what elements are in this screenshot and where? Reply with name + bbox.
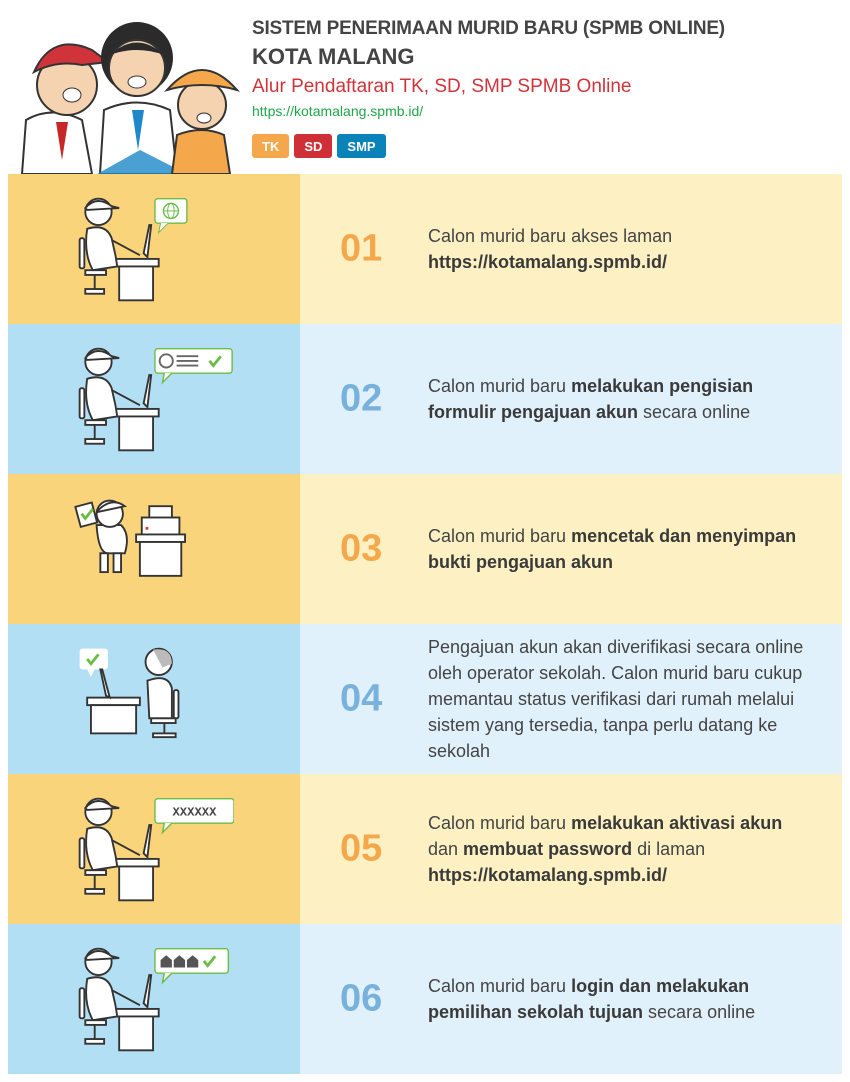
step-content: [300, 924, 842, 1074]
step-row-05: [8, 774, 842, 924]
step-text-segment: login dan melakukan pemilihan sekolah tujuan: [428, 976, 750, 1022]
step-row-02: [8, 324, 842, 474]
step-illustration: [74, 192, 234, 307]
step-row-01: [8, 174, 842, 324]
site-url-link[interactable]: https://kotamalang.spmb.id/: [252, 103, 424, 119]
password-mask: XXXXXX: [172, 805, 217, 820]
step-content: [300, 174, 842, 324]
printer-icon: [136, 506, 185, 576]
step-text-segment: https://kotamalang.spmb.id/: [428, 252, 668, 272]
step-text-segment: secara online: [643, 1002, 756, 1022]
step-text-segment: secara online: [638, 402, 751, 422]
step-illustration-panel: [8, 174, 300, 324]
step-content: [300, 324, 842, 474]
city-title: KOTA MALANG: [252, 44, 415, 69]
step-description: [428, 810, 812, 888]
step-row-03: [8, 474, 842, 624]
step-text-segment: dan: [428, 839, 464, 859]
registration-steps: [8, 174, 842, 1074]
system-title: SISTEM PENERIMAAN MURID BARU (SPMB ONLINE): [252, 18, 725, 39]
step-text-segment: Calon murid baru: [428, 526, 572, 546]
header: [0, 0, 850, 174]
page-subtitle: Alur Pendaftaran TK, SD, SMP SPMB Online: [252, 76, 632, 97]
step-number: 02: [340, 377, 383, 420]
step-illustration-panel: [8, 774, 300, 924]
student-mascots-illustration: [12, 10, 242, 174]
step-description: [428, 973, 812, 1025]
step-text-segment: mencetak dan menyimpan bukti pengajuan akun: [428, 526, 797, 572]
step-text-segment: Calon murid baru akses laman: [428, 226, 673, 246]
step-description: [428, 223, 812, 275]
step-description: [428, 634, 812, 764]
step-text-segment: Calon murid baru: [428, 376, 572, 396]
step-text-segment: melakukan aktivasi akun: [571, 813, 783, 833]
step-content: [300, 774, 842, 924]
step-text-segment: Calon murid baru: [428, 813, 572, 833]
step-illustration: [74, 342, 234, 457]
step-illustration-panel: [8, 324, 300, 474]
step-description: [428, 523, 812, 575]
step-content: [300, 474, 842, 624]
step-illustration: [74, 942, 234, 1057]
step-illustration: [74, 792, 234, 907]
step-number: 01: [340, 227, 383, 270]
step-row-06: [8, 924, 842, 1074]
badge-tk: TK: [252, 134, 289, 158]
step-text-segment: di laman: [632, 839, 706, 859]
step-text-segment: Calon murid baru: [428, 976, 572, 996]
step-row-04: [8, 624, 842, 774]
step-illustration: [74, 642, 234, 757]
step-text-segment: https://kotamalang.spmb.id/: [428, 865, 668, 885]
step-illustration: [74, 492, 234, 607]
step-illustration-panel: [8, 474, 300, 624]
step-content: [300, 624, 842, 774]
step-illustration-panel: [8, 624, 300, 774]
step-number: 06: [340, 977, 383, 1020]
badge-smp: SMP: [337, 134, 385, 158]
step-number: 03: [340, 527, 383, 570]
step-number: 04: [340, 677, 383, 720]
step-illustration-panel: [8, 924, 300, 1074]
step-text-segment: Pengajuan akun akan diverifikasi secara online oleh operator sekolah. Calon murid baru cukup memantau status verifikasi dari rumah melalui sistem yang tersedia, tanpa perlu datang ke sekolah: [428, 637, 804, 761]
step-description: [428, 373, 812, 425]
step-text-segment: melakukan pengisian formulir pengajuan akun: [428, 376, 754, 422]
step-text-segment: membuat password: [463, 839, 633, 859]
step-number: 05: [340, 827, 383, 870]
badge-sd: SD: [294, 134, 332, 158]
level-badges: [252, 134, 725, 158]
